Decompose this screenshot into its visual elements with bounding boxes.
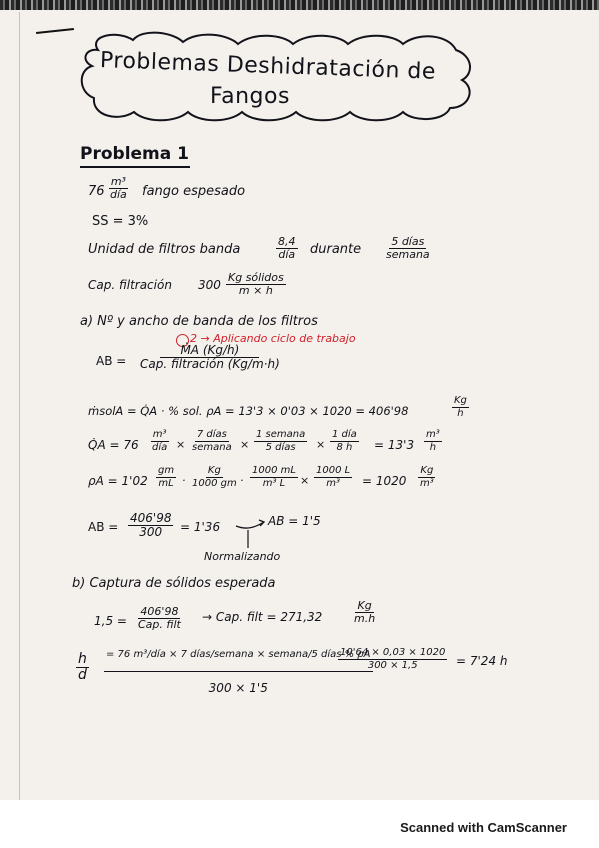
hours-rhs-num: 10'64 × 0,03 × 1020 — [340, 647, 446, 658]
times-sign: × — [176, 438, 186, 451]
density-eq-lhs: ρA = 1'02 — [88, 474, 148, 488]
hours-big-fraction — [104, 650, 373, 695]
flow-unit-den: día — [110, 187, 127, 201]
capture-eq-lhs: 1,5 = — [94, 614, 127, 628]
flow-eq-term-1-den: día — [152, 441, 168, 453]
ab-label: AB = — [96, 354, 127, 368]
hours-rhs-fraction — [338, 648, 447, 671]
hours-rhs-den: 300 × 1,5 — [367, 659, 418, 671]
flow-eq-term-2-num: 7 días — [196, 429, 227, 440]
ss-line: SS = 3% — [92, 214, 149, 229]
flow-eq-term-1-num: m³ — [152, 429, 167, 440]
flow-unit — [108, 176, 129, 201]
density-eq-term-2-den: 1000 gm — [192, 477, 237, 489]
dot-sign: · — [240, 474, 244, 487]
part-b-heading: b) Captura de sólidos esperada — [72, 576, 276, 591]
density-eq-term-3 — [250, 466, 298, 489]
mass-solids-eq: ṁsolA = Q̇A · % sol. ρA = 13'3 × 0'03 × 1020 = 406'98 — [88, 404, 409, 418]
filters-days-den: semana — [386, 247, 430, 261]
flow-eq-unit-den: h — [429, 441, 437, 453]
torn-paper-edge — [0, 0, 599, 10]
ab-calc-label: AB = — [88, 520, 119, 534]
capture-eq-den: Cap. filt — [138, 617, 181, 631]
density-eq-term-4-num: 1000 L — [316, 465, 351, 476]
times-sign: × — [316, 438, 326, 451]
part-a-heading: a) Nº y ancho de banda de los filtros — [80, 314, 318, 329]
problem-heading-underline — [80, 166, 190, 168]
times-sign: × — [240, 438, 250, 451]
capture-eq-unit-num: Kg — [357, 599, 372, 612]
hours-big-num: = 76 m³/día × 7 días/semana × semana/5 días % ρA — [104, 650, 373, 672]
flow-eq-term-3 — [254, 430, 307, 453]
problem-heading: Problema 1 — [80, 144, 189, 164]
hours-big-den: 300 × 1'5 — [208, 680, 268, 695]
ab-calc-den: 300 — [139, 524, 163, 539]
filters-rate-den: día — [278, 247, 296, 261]
title-line-2: Fangos — [210, 84, 290, 109]
filters-rate-num: 8,4 — [278, 235, 296, 248]
capture-eq-unit-den: m.h — [354, 611, 376, 625]
density-eq-term-1 — [156, 466, 176, 489]
density-eq-term-2-num: Kg — [207, 465, 221, 476]
flow-eq-term-2-den: semana — [192, 441, 232, 453]
capture-eq-unit — [352, 600, 377, 625]
ab-formula-num: ṀA (Kg/h) — [160, 344, 259, 358]
density-eq-term-1-den: mL — [158, 477, 174, 489]
density-eq-result: = 1020 — [362, 474, 407, 488]
density-eq-unit — [418, 466, 436, 489]
ab-calc-fraction — [128, 512, 173, 539]
flow-eq-result: = 13'3 — [374, 438, 415, 452]
capture-eq-num: 406'98 — [140, 605, 179, 618]
density-eq-term-2 — [190, 466, 239, 489]
margin-line — [19, 12, 20, 800]
cap-unit-den: m × h — [238, 283, 273, 297]
flow-desc: fango espesado — [142, 184, 246, 199]
ab-final: AB = 1'5 — [268, 514, 321, 528]
density-eq-unit-den: m³ — [420, 477, 434, 489]
flow-eq-term-4-den: 8 h — [336, 441, 353, 453]
density-eq-unit-num: Kg — [420, 465, 434, 476]
cap-unit-num: Kg sólidos — [228, 271, 284, 284]
density-eq-term-3-den: m³ L — [262, 477, 286, 489]
ab-calc-result: = 1'36 — [180, 520, 221, 534]
flow-eq-term-2 — [190, 430, 234, 453]
filters-days-num: 5 días — [391, 235, 425, 248]
flow-eq-unit-num: m³ — [426, 429, 440, 440]
cap-unit — [226, 272, 286, 297]
hours-per-day-num: h — [78, 651, 87, 667]
mass-solids-unit-num: Kg — [454, 395, 467, 406]
density-eq-term-4-den: m³ — [326, 477, 340, 489]
filters-rate — [276, 236, 298, 261]
hours-result: = 7'24 h — [456, 654, 508, 668]
cap-value: 300 — [198, 278, 221, 292]
times-sign: × — [300, 474, 310, 487]
flow-eq-term-3-den: 5 días — [265, 441, 296, 453]
flow-eq-term-4-num: 1 día — [332, 429, 357, 440]
filters-label: Unidad de filtros banda — [88, 242, 241, 257]
dot-sign: · — [182, 474, 186, 487]
density-eq-term-3-num: 1000 mL — [252, 465, 296, 476]
work-cycle-note: 2 → Aplicando ciclo de trabajo — [190, 332, 356, 345]
ab-formula-den: Cap. filtración (Kg/m·h) — [140, 356, 280, 371]
scanner-watermark: Scanned with CamScanner — [400, 820, 567, 835]
flow-eq-term-3-num: 1 semana — [256, 429, 306, 440]
filters-during: durante — [310, 242, 362, 257]
mass-solids-unit — [452, 396, 469, 419]
ab-formula — [138, 344, 282, 371]
filters-days — [384, 236, 432, 261]
margin-dash — [36, 28, 74, 34]
normalizing-note: Normalizando — [204, 550, 281, 563]
capture-eq-result: → Cap. filt = 271,32 — [202, 610, 323, 624]
flow-unit-num: m³ — [110, 175, 126, 188]
hours-per-day-den: d — [78, 666, 87, 683]
flow-value: 76 — [88, 184, 105, 199]
ab-calc-num: 406'98 — [130, 511, 172, 525]
normalize-arrow — [232, 512, 268, 552]
capture-eq-fraction — [136, 606, 183, 631]
flow-eq-term-1 — [150, 430, 169, 453]
flow-eq-term-4 — [330, 430, 359, 453]
mass-solids-unit-den: h — [457, 407, 464, 419]
title-line-1: Problemas Deshidratación de — [99, 48, 437, 85]
flow-eq-unit — [424, 430, 442, 453]
density-eq-term-1-num: gm — [158, 465, 175, 476]
hours-per-day-lhs — [76, 652, 89, 683]
cap-label: Cap. filtración — [88, 278, 172, 292]
flow-eq-lhs: Q̇A = 76 — [88, 438, 139, 452]
density-eq-term-4 — [314, 466, 352, 489]
